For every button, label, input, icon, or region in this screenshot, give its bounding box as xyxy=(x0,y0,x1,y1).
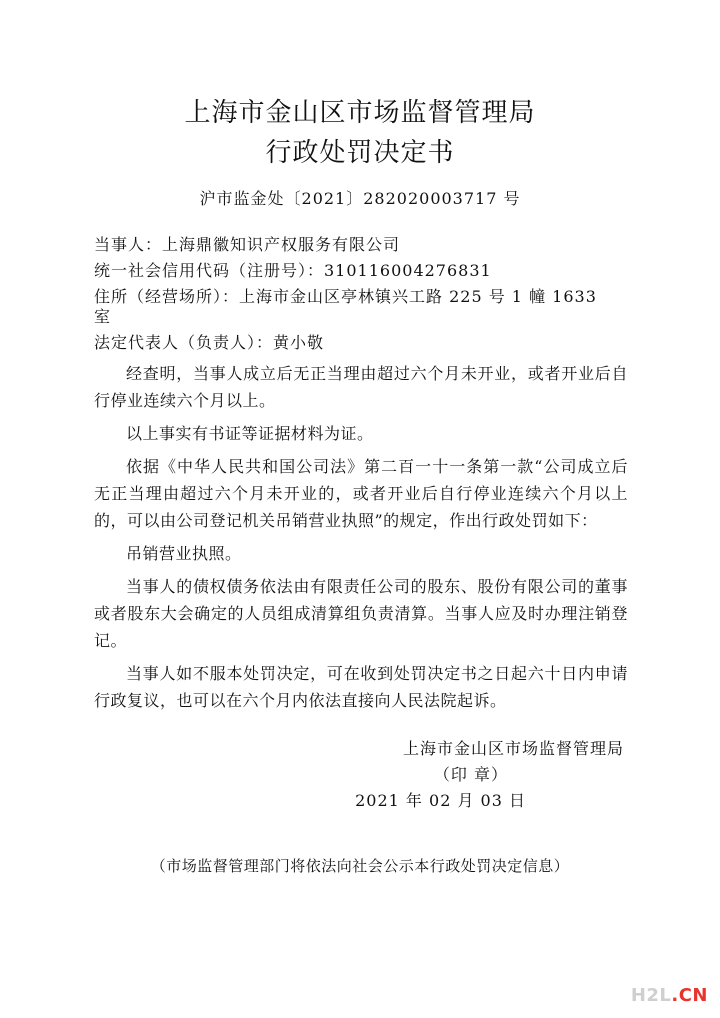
public-notice: （市场监督管理部门将依法向社会公示本行政处罚决定信息） xyxy=(150,857,570,875)
watermark-prefix: H2L xyxy=(630,985,672,1006)
document-number: 沪市监金处〔2021〕282020003717 号 xyxy=(199,189,521,208)
site-watermark xyxy=(631,985,708,1006)
legal-representative: 法定代表人（负责人）：黄小敬 xyxy=(94,333,325,352)
signature-authority: 上海市金山区市场监督管理局 xyxy=(402,739,624,758)
credit-code: 统一社会信用代码（注册号）：310116004276831 xyxy=(94,261,492,280)
document-title-type: 行政处罚决定书 xyxy=(265,138,455,168)
body-paragraph: 吊销营业执照。 xyxy=(126,544,242,563)
document-title-authority: 上海市金山区市场监督管理局 xyxy=(184,98,536,128)
address-line-2: 室 xyxy=(94,307,112,326)
body-paragraph: 当事人如不服本处罚决定，可在收到处罚决定书之日起六十日内申请行政复议，也可以在六个月内依法直接向人民法院起诉。 xyxy=(94,664,628,710)
body-paragraph: 当事人的债权债务依法由有限责任公司的股东、股份有限公司的董事或者股东大会确定的人员组成清算组负责清算。当事人应及时办理注销登记。 xyxy=(94,577,628,650)
party-name: 当事人：上海鼎徽知识产权服务有限公司 xyxy=(94,235,401,254)
watermark-suffix: .CN xyxy=(671,985,708,1006)
decision-body xyxy=(94,360,628,720)
seal-label: （印 章） xyxy=(433,765,508,784)
body-paragraph: 依据《中华人民共和国公司法》第二百一十一条第一款“公司成立后无正当理由超过六个月未开业的，或者开业后自行停业连续六个月以上的，可以由公司登记机关吊销营业执照”的规定，作出行政处罚如下： xyxy=(94,457,628,530)
body-paragraph: 经查明，当事人成立后无正当理由超过六个月未开业，或者开业后自行停业连续六个月以上。 xyxy=(94,364,628,410)
signature-date: 2021 年 02 月 03 日 xyxy=(355,791,526,810)
address-line-1: 住所（经营场所）：上海市金山区亭林镇兴工路 225 号 1 幢 1633 xyxy=(94,287,597,306)
body-paragraph: 以上事实有书证等证据材料为证。 xyxy=(126,424,374,443)
